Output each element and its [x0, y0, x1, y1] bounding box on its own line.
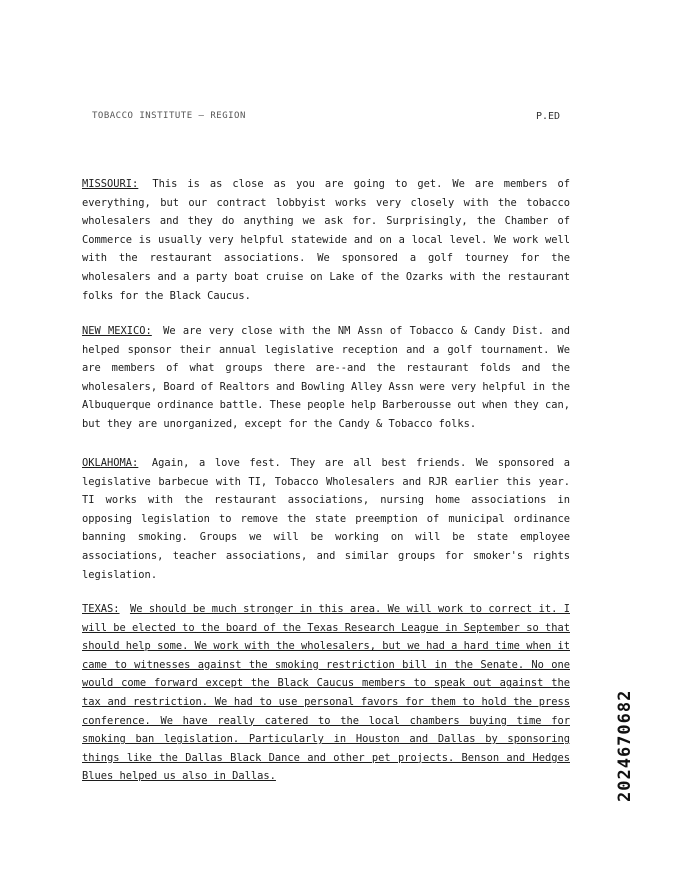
section-text-texas: We should be much stronger in this area. We will work to correct it. I will be elected to the board of the Texas Research League in September so that should help some. We work with the wholesalers, but we had a hard time when it came to witnesses against the smoking restriction bill in the Senate. No one would come forward except the Black Caucus members to speak out against the tax and restriction. We had to use personal favors for them to hold the press conference. We have really catered to the local chambers buying time for smoking ban legislation. Particularly in Houston and Dallas by sponsoring things like the Dallas Black Dance and other pet projects. Benson and Hedges Blues helped us also in Dallas. — [82, 603, 570, 783]
section-text-oklahoma: Again, a love fest. They are all best friends. We sponsored a legislative barbecue with TI, Tobacco Wholesalers and RJR earlier this year. TI works with the restaurant associations, nursing home associations in opposing legislation to remove the state preemption of municipal ordinance banning smoking. Groups we will be working on will be state employee associations, teacher associations, and similar groups for smoker's rights legislation. — [82, 457, 570, 581]
page-marker: P.ED — [536, 111, 561, 122]
section-oklahoma — [82, 454, 570, 584]
document-header: TOBACCO INSTITUTE — REGION — [92, 111, 246, 121]
section-text-missouri: This is as close as you are going to get. We are members of everything, but our contract lobbyist works very closely with the tobacco wholesalers and they do anything we ask for. Surprisingly, the Chamber of Commerce is usually very helpful statewide and on a local level. We work well with the restaurant associations. We sponsored a golf tourney for the wholesalers and a party boat cruise on Lake of the Ozarks with the restaurant folks for the Black Caucus. — [82, 178, 570, 302]
state-label-oklahoma: OKLAHOMA: — [82, 457, 139, 469]
state-label-new-mexico: NEW MEXICO: — [82, 325, 152, 337]
section-texas — [82, 600, 570, 786]
state-label-texas: TEXAS: — [82, 603, 120, 615]
state-label-missouri: MISSOURI: — [82, 178, 139, 190]
section-text-new-mexico: We are very close with the NM Assn of Tobacco & Candy Dist. and helped sponsor their annual legislative reception and a golf tournament. We are members of what groups there are--and the restaurant folds and the wholesalers, Board of Realtors and Bowling Alley Assn were very helpful in the Albuquerque ordinance battle. These people help Barberousse out when they can, but they are unorganized, except for the Candy & Tobacco folks. — [82, 325, 570, 430]
bates-number: 2024670682 — [615, 689, 635, 802]
section-missouri — [82, 175, 570, 305]
section-new-mexico — [82, 322, 570, 434]
